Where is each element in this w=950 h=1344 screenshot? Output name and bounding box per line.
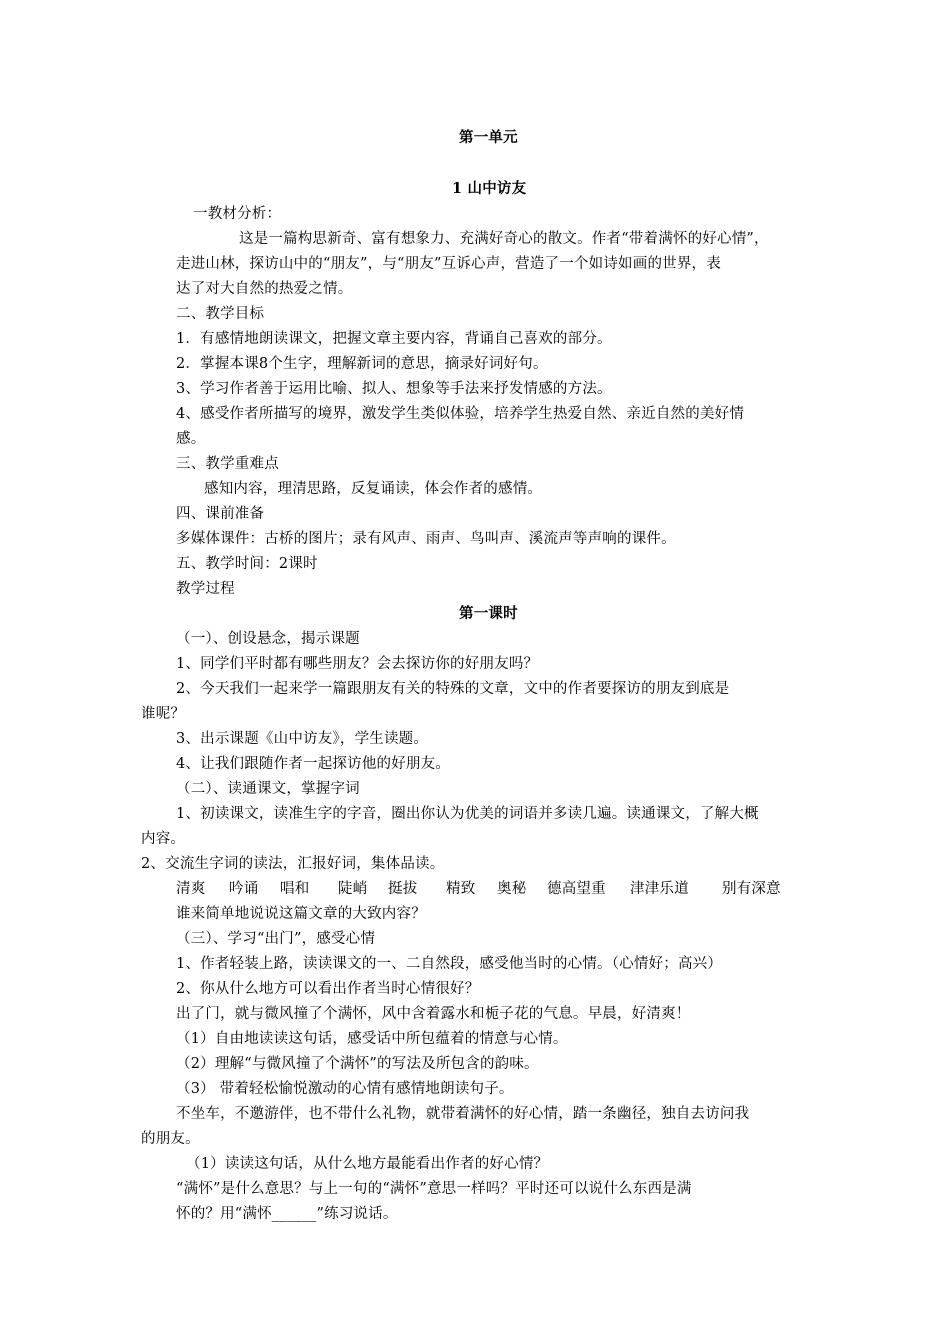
- vocab-word: 唱和: [280, 881, 310, 897]
- vocab-word: 吟诵: [229, 881, 259, 897]
- paragraph-line: 多媒体课件：古桥的图片；录有风声、雨声、鸟叫声、溪流声等声响的课件。: [176, 531, 676, 547]
- process-heading: 教学过程: [176, 581, 235, 597]
- vocab-word: 精致: [446, 881, 476, 897]
- paragraph-line: （1）读读这句话，从什么地方最能看出作者的好心情？: [186, 1156, 549, 1172]
- section-heading-analysis: 一教材分析：: [193, 206, 282, 222]
- goal-item: 4、感受作者所描写的境界，激发学生类似体验，培养学生热爱自然、亲近自然的美好情: [176, 406, 745, 422]
- section-heading-prep: 四、课前准备: [176, 506, 265, 522]
- goal-item: 感。: [176, 431, 206, 447]
- paragraph-line: 1、初读课文，读准生字的字音，圈出你认为优美的词语并多读几遍。读通课文，了解大概: [176, 806, 759, 822]
- paragraph-line: “满怀”是什么意思？与上一句的“满怀”意思一样吗？平时还可以说什么东西是满: [176, 1181, 692, 1197]
- quoted-sentence: 出了门，就与微风撞了个满怀，风中含着露水和栀子花的气息。早晨，好清爽！: [176, 1006, 691, 1022]
- paragraph-line: 4、让我们跟随作者一起探访他的好朋友。: [176, 756, 451, 772]
- vocab-word: 陡峭: [338, 881, 368, 897]
- paragraph-line: 1、作者轻装上路，读读课文的一、二自然段，感受他当时的心情。（心情好；高兴）: [176, 956, 723, 972]
- paragraph-line: 2、交流生字词的读法，汇报好词，集体品读。: [141, 856, 445, 872]
- vocab-word: 德高望重: [547, 881, 606, 897]
- paragraph-line: 谁呢？: [141, 706, 186, 722]
- paragraph-line: （1）自由地读读这句话，感受话中所包蕴着的情意与心情。: [176, 1031, 568, 1047]
- paragraph-line: 怀的？用“满怀______”练习说话。: [176, 1206, 398, 1222]
- paragraph-line: 内容。: [141, 831, 186, 847]
- paragraph-line: 2、你从什么地方可以看出作者当时心情很好？: [176, 981, 480, 997]
- section-heading-goals: 二、教学目标: [176, 306, 265, 322]
- unit-title: 第一单元: [459, 129, 518, 146]
- period-title: 第一课时: [459, 605, 518, 622]
- vocab-word: 别有深意: [722, 881, 781, 897]
- paragraph-line: （2）理解“与微风撞了个满怀”的写法及所包含的韵味。: [176, 1056, 539, 1072]
- paragraph-line: 达了对大自然的热爱之情。: [176, 281, 353, 297]
- goal-item: 1．有感情地朗读课文，把握文章主要内容，背诵自己喜欢的部分。: [176, 331, 612, 347]
- goal-item: 3、学习作者善于运用比喻、拟人、想象等手法来抒发情感的方法。: [176, 381, 612, 397]
- part-heading: （三）、学习“出门”，感受心情: [176, 931, 376, 947]
- section-heading-focus: 三、教学重难点: [176, 456, 279, 472]
- paragraph-line: 3、出示课题《山中访友》，学生读题。: [176, 731, 429, 747]
- part-heading: （二）、读通课文，掌握字词: [176, 781, 360, 797]
- vocab-word: 清爽: [176, 881, 206, 897]
- paragraph-line: 2、今天我们一起来学一篇跟朋友有关的特殊的文章，文中的作者要探访的朋友到底是: [176, 681, 730, 697]
- quoted-sentence: 的朋友。: [141, 1131, 200, 1147]
- goal-item: 2．掌握本课8个生字，理解新词的意思，摘录好词好句。: [176, 356, 548, 372]
- paragraph-line: 谁来简单地说说这篇文章的大致内容？: [176, 906, 426, 922]
- paragraph-line: 这是一篇构思新奇、富有想象力、充满好奇心的散文。作者“带着满怀的好心情”，: [239, 231, 769, 247]
- paragraph-line: 走进山林，探访山中的“朋友”，与“朋友”互诉心声，营造了一个如诗如画的世界，表: [176, 256, 721, 272]
- paragraph-line: （3） 带着轻松愉悦激动的心情有感情地朗读句子。: [176, 1081, 514, 1097]
- quoted-sentence: 不坐车，不邀游伴，也不带什么礼物，就带着满怀的好心情，踏一条幽径，独自去访问我: [176, 1106, 750, 1122]
- part-heading: （一）、创设悬念，揭示课题: [176, 631, 360, 647]
- section-heading-time: 五、教学时间：2课时: [176, 556, 318, 572]
- paragraph-line: 感知内容，理清思路，反复诵读，体会作者的感情。: [204, 481, 543, 497]
- lesson-title: 1 山中访友: [452, 180, 527, 197]
- vocab-word: 挺拔: [388, 881, 418, 897]
- vocab-word: 奥秘: [497, 881, 527, 897]
- vocab-word: 津津乐道: [630, 881, 689, 897]
- paragraph-line: 1、同学们平时都有哪些朋友？会去探访你的好朋友吗？: [176, 656, 539, 672]
